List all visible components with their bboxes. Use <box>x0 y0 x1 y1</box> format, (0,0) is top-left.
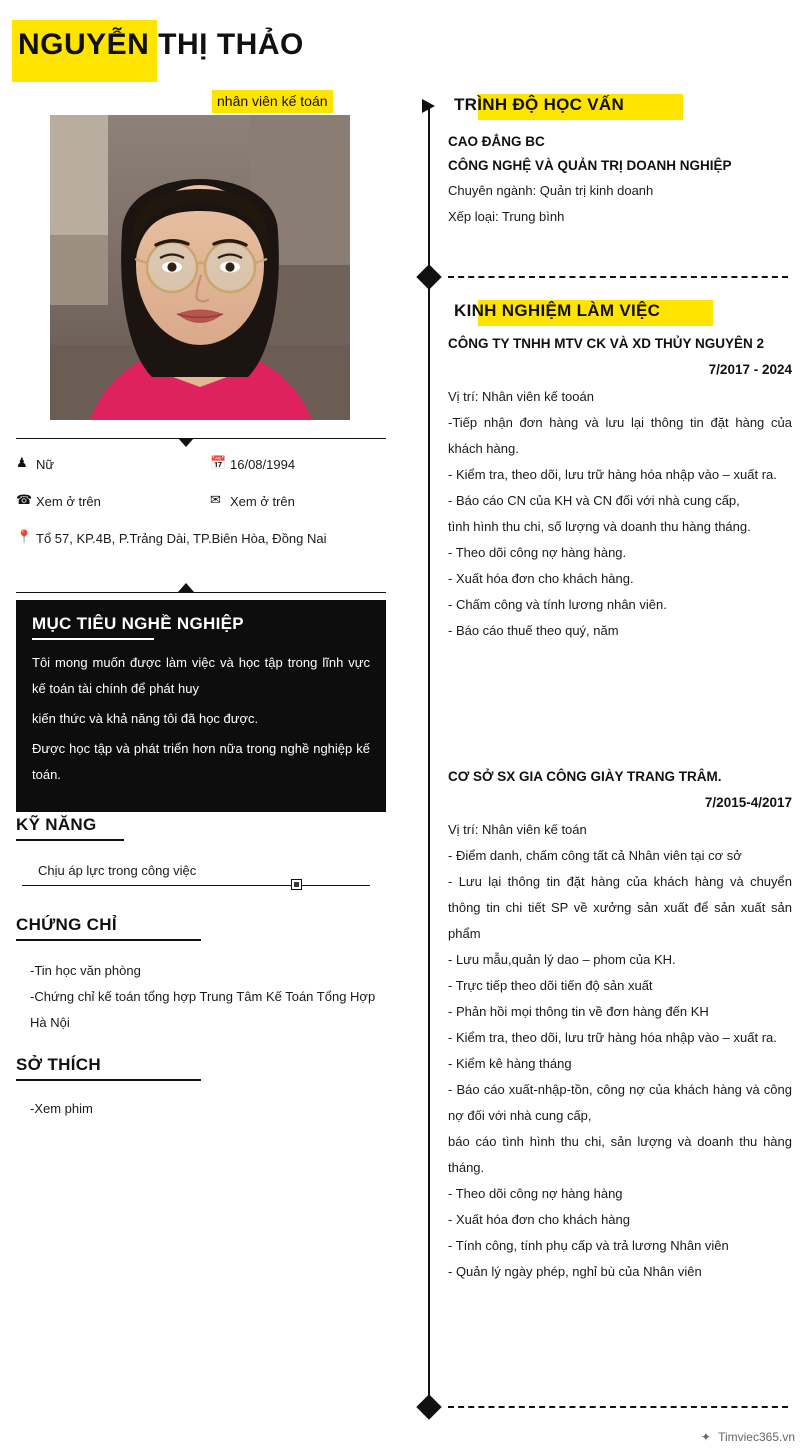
experience-title-wrap <box>448 298 666 324</box>
certificates-list <box>30 958 380 1036</box>
left-column <box>0 0 400 1454</box>
objective-line: Tôi mong muốn được làm việc và học tập trong lĩnh vực kế toán tài chính để phát huy <box>32 655 370 696</box>
objective-underline <box>32 638 154 640</box>
job-line: - Theo dõi công nợ hàng hàng. <box>448 545 627 560</box>
job-line: - Kiểm tra, theo dõi, lưu trữ hàng hóa nhập vào – xuất ra. <box>448 467 777 482</box>
timeline-diamond-icon <box>416 264 441 289</box>
experience-job <box>448 765 792 1285</box>
arrow-down-icon <box>178 438 194 447</box>
job-line: - Kiểm tra, theo dõi, lưu trữ hàng hóa nhập vào – xuất ra. <box>448 1030 777 1045</box>
certificate-item: -Chứng chỉ kế toán tổng hợp Trung Tâm Kế Toán Tổng Hợp Hà Nội <box>30 989 376 1030</box>
interests-underline <box>16 1079 201 1081</box>
mail-icon: ✉ <box>210 492 221 507</box>
experience-job <box>448 332 792 644</box>
education-grade: Xếp loại: Trung bình <box>448 209 565 224</box>
skills-underline <box>16 839 124 841</box>
page-title: NGUYỄN THỊ THẢO <box>18 28 304 61</box>
job-line: Vị trí: Nhân viên kế tooán <box>448 389 594 404</box>
experience-title: KINH NGHIỆM LÀM VIỆC <box>454 301 661 320</box>
job-line: - Xuất hóa đơn cho khách hàng <box>448 1212 630 1227</box>
objective-section <box>16 600 386 812</box>
info-row <box>16 492 186 511</box>
timeline-line <box>428 105 430 1415</box>
job-line: - Xuất hóa đơn cho khách hàng. <box>448 571 634 586</box>
education-school: CAO ĐẲNG BC <box>448 134 545 149</box>
job-line: - Trực tiếp theo dõi tiến độ sản xuất <box>448 978 653 993</box>
skills-section <box>16 815 386 841</box>
objective-line: Được học tập và phát triển hơn nữa trong nghề nghiệp kế toán. <box>32 741 370 782</box>
job-company: CƠ SỞ SX GIA CÔNG GIÀY TRANG TRÂM. <box>448 769 722 784</box>
certificates-underline <box>16 939 201 941</box>
divider-top <box>16 438 386 439</box>
job-line: - Lưu mẫu,quản lý dao – phom của KH. <box>448 952 676 967</box>
calendar-icon: 📅 <box>210 455 227 470</box>
info-birthday: 16/08/1994 <box>230 457 296 472</box>
right-column <box>400 0 811 1454</box>
objective-line: kiến thức và khả năng tôi đã học được. <box>32 711 259 726</box>
education-major: Chuyên ngành: Quản trị kinh doanh <box>448 183 654 198</box>
phone-icon: ☎ <box>16 492 33 507</box>
sparkle-icon: ✦ <box>700 1430 711 1444</box>
job-line: - Quản lý ngày phép, nghỉ bù của Nhân viên <box>448 1264 702 1279</box>
info-address: Tổ 57, KP.4B, P.Trảng Dài, TP.Biên Hòa, Đồng Nai <box>36 531 327 546</box>
job-line: -Tiếp nhận đơn hàng và lưu lại thông tin đặt hàng của khách hàng. <box>448 415 792 456</box>
job-line: tình hình thu chi, số lượng và doanh thu hàng tháng. <box>448 519 751 534</box>
skill-bar-knob[interactable] <box>292 880 301 889</box>
objective-title: MỤC TIÊU NGHỀ NGHIỆP <box>32 614 244 633</box>
job-line: - Theo dõi công nợ hàng hàng <box>448 1186 623 1201</box>
interest-item: -Xem phim <box>30 1101 93 1116</box>
section-divider-dashed <box>448 276 788 278</box>
job-line: - Tính công, tính phụ cấp và trả lương Nhân viên <box>448 1238 729 1253</box>
interests-list <box>30 1096 380 1122</box>
job-line: - Kiểm kê hàng tháng <box>448 1056 572 1071</box>
job-line: báo cáo tình hình thu chi, sản lượng và doanh thu hàng tháng. <box>448 1134 792 1175</box>
job-line: - Phản hồi mọi thông tin về đơn hàng đến KH <box>448 1004 709 1019</box>
info-row <box>16 455 176 474</box>
divider-bottom <box>16 592 386 593</box>
education-title-wrap <box>448 92 630 118</box>
avatar <box>50 115 350 420</box>
interests-section <box>16 1055 386 1081</box>
skill-label: Chịu áp lực trong công việc <box>38 863 197 878</box>
skill-bar-track <box>22 885 370 886</box>
info-gender: Nữ <box>36 457 55 472</box>
info-row <box>16 529 376 548</box>
info-row <box>210 492 400 511</box>
education-title: TRÌNH ĐỘ HỌC VẤN <box>454 95 625 114</box>
job-line: - Báo cáo thuế theo quý, năm <box>448 623 619 638</box>
info-row <box>210 455 400 474</box>
job-line: - Điểm danh, chấm công tất cả Nhân viên tại cơ sở <box>448 848 742 863</box>
footer-brand-text: Timviec365.vn <box>718 1430 795 1444</box>
certificate-item: -Tin học văn phòng <box>30 963 141 978</box>
certificates-section <box>16 915 386 941</box>
location-icon: 📍 <box>16 529 33 544</box>
job-date: 7/2017 - 2024 <box>708 362 792 377</box>
arrow-up-icon <box>178 583 194 592</box>
section-divider-dashed <box>448 1406 788 1408</box>
job-line: - Báo cáo CN của KH và CN đối với nhà cung cấp, <box>448 493 740 508</box>
timeline-diamond-icon <box>416 1394 441 1419</box>
job-line: - Lưu lại thông tin đặt hàng của khách hàng và chuyển thông tin chi tiết SP về xưởng sản xuất để sản xuất sản phẩm <box>448 874 792 941</box>
job-line: - Báo cáo xuất-nhập-tồn, công nợ của khách hàng và công nợ đối với nhà cung cấp, <box>448 1082 792 1123</box>
job-date: 7/2015-4/2017 <box>704 795 792 810</box>
job-line: Vị trí: Nhân viên kế toán <box>448 822 587 837</box>
job-title: nhân viên kế toán <box>212 90 333 113</box>
footer-brand <box>701 1430 795 1444</box>
education-block <box>448 130 792 230</box>
skills-title: KỸ NĂNG <box>16 815 97 834</box>
certificates-title: CHỨNG CHỈ <box>16 915 117 934</box>
name-block <box>12 14 304 76</box>
profile-photo-graphic <box>50 115 350 420</box>
timeline-arrow-icon <box>422 99 435 113</box>
education-school-2: CÔNG NGHỆ VÀ QUẢN TRỊ DOANH NGHIỆP <box>448 158 732 173</box>
interests-title: SỞ THÍCH <box>16 1055 101 1074</box>
info-phone: Xem ở trên <box>36 494 101 509</box>
person-icon: ♟ <box>16 455 28 470</box>
job-company: CÔNG TY TNHH MTV CK VÀ XD THỦY NGUYÊN 2 <box>448 336 765 351</box>
job-line: - Chấm công và tính lương nhân viên. <box>448 597 667 612</box>
skill-item <box>38 858 378 884</box>
info-email: Xem ở trên <box>230 494 295 509</box>
